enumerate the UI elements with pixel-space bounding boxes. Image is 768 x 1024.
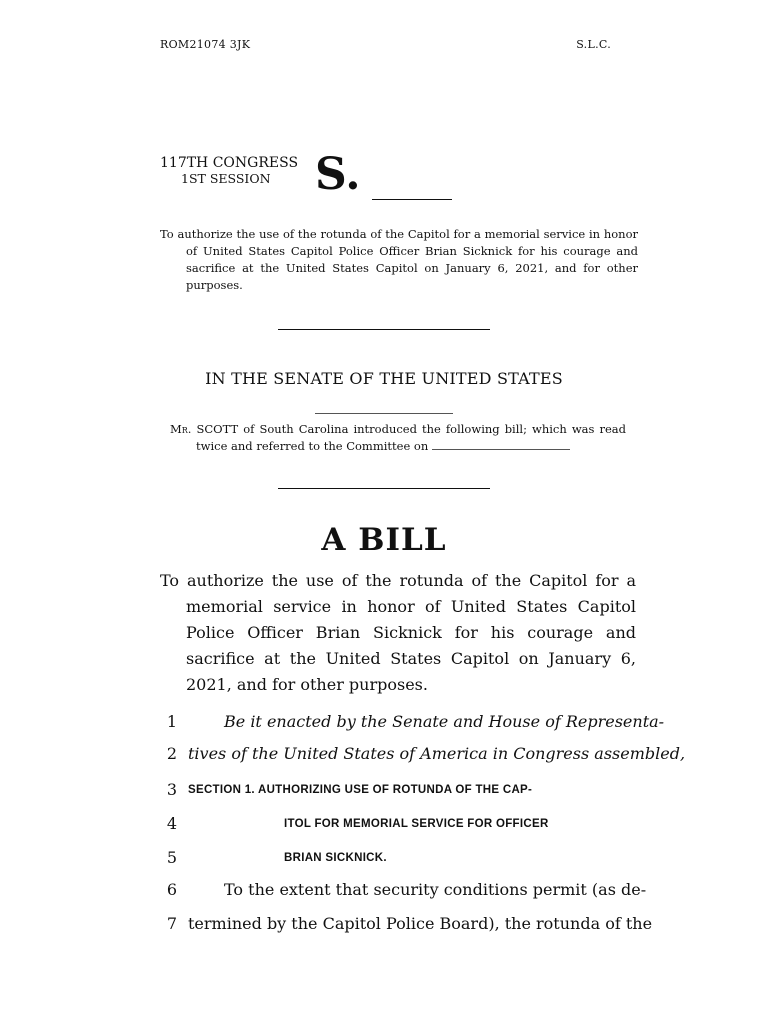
long-title: To authorize the use of the rotunda of the Capitol for a memorial service in honor of United States Capitol Police Officer Brian Sicknick for his courage and sacrifice at the United States Capitol on January 6, 2021, and for other purposes. <box>160 571 636 694</box>
line-number: 6 <box>166 880 177 899</box>
document-id: ROM21074 3JK <box>160 38 251 51</box>
divider-thin <box>315 413 453 414</box>
bill-number-blank <box>372 199 452 200</box>
divider-bottom <box>278 488 490 489</box>
line-text: To the extent that security conditions permit (as de- <box>224 880 647 899</box>
sponsor-name: Mr. SCOTT <box>170 422 239 436</box>
introduction-text: of South Carolina introduced the following bill; which was read twice and referred to the Committee on <box>196 422 626 453</box>
introduction-statement <box>170 421 626 455</box>
line-number: 3 <box>166 780 177 799</box>
bill-line <box>155 811 610 837</box>
line-number: 5 <box>166 848 177 867</box>
congress-label: 117TH CONGRESS <box>160 155 299 171</box>
bill-line <box>155 709 665 735</box>
bill-line <box>155 845 610 871</box>
short-title: To authorize the use of the rotunda of the Capitol for a memorial service in honor of United States Capitol Police Officer Brian Sicknick for his courage and sacrifice at the United States Capitol on January 6, 2021, and for other purposes. <box>160 227 638 292</box>
session-label: 1ST SESSION <box>181 171 271 186</box>
line-number: 2 <box>166 744 177 763</box>
line-number: 1 <box>166 712 177 731</box>
committee-blank <box>432 447 570 450</box>
chamber-heading: IN THE SENATE OF THE UNITED STATES <box>205 369 563 388</box>
bill-line <box>155 877 647 903</box>
line-text: termined by the Capitol Police Board), the rotunda of the <box>188 914 653 933</box>
line-number: 4 <box>166 814 177 833</box>
bill-line <box>155 777 610 803</box>
congress-session-block <box>160 155 298 187</box>
section-heading: SECTION 1. AUTHORIZING USE OF ROTUNDA OF THE CAP- <box>188 784 533 796</box>
section-heading: BRIAN SICKNICK. <box>284 852 387 864</box>
bill-line <box>155 911 653 937</box>
line-number: 7 <box>166 914 177 933</box>
divider-top <box>278 329 490 330</box>
bill-title: A BILL <box>321 522 447 558</box>
slc-label: S.L.C. <box>576 38 611 51</box>
section-heading: ITOL FOR MEMORIAL SERVICE FOR OFFICER <box>284 818 549 830</box>
line-text: Be it enacted by the Senate and House of Representa- <box>224 712 665 731</box>
bill-line <box>155 741 686 767</box>
bill-number: S. <box>315 149 361 200</box>
line-text: tives of the United States of America in Congress assembled, <box>188 744 686 763</box>
